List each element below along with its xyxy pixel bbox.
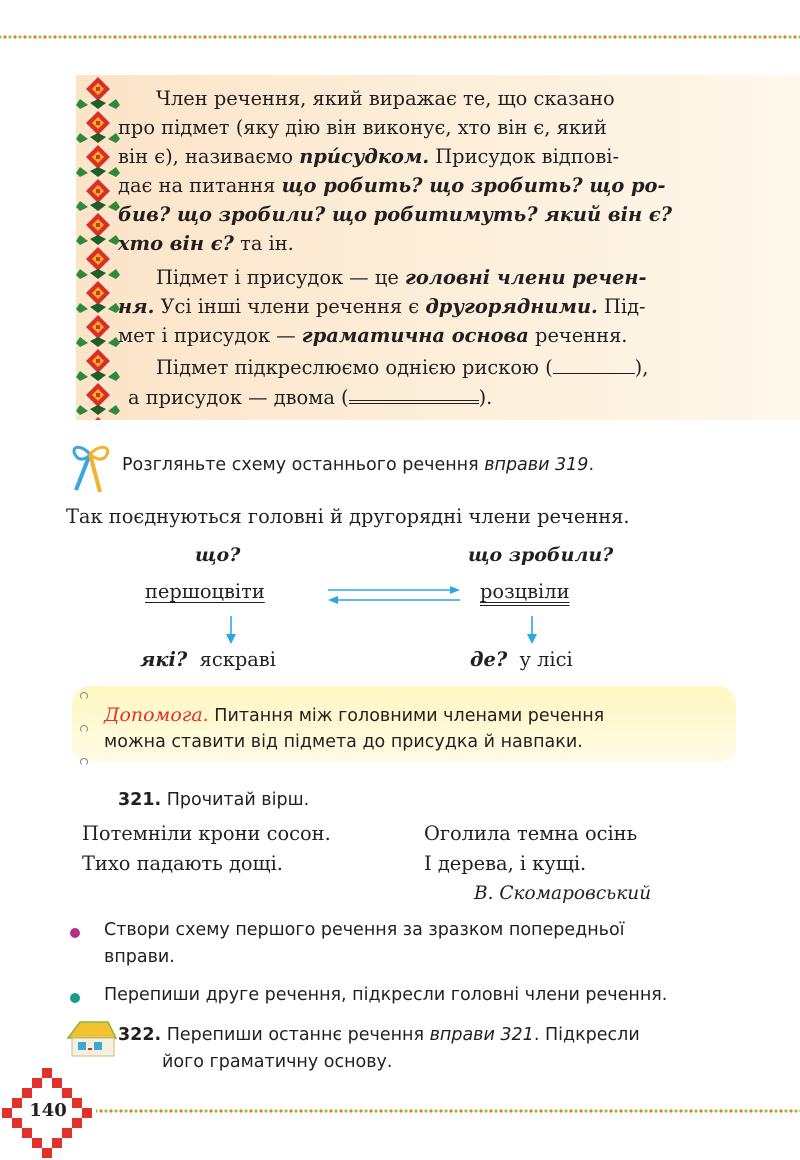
rule-line-7: Підмет і присудок — це головні члени речен- (156, 266, 647, 289)
single-underline-sample (553, 355, 635, 374)
task-2-line: Перепиши друге речення, підкресли головні члени речення. (104, 985, 668, 1005)
rule-line-9: мет і присудок — граматична основа речення. (118, 324, 628, 347)
bullet-icon (70, 993, 80, 1003)
down-arrow-icon (525, 616, 539, 644)
rule-line-3: він є), називаємо при́судком. Присудок відпові- (118, 145, 619, 168)
top-ornament-border (0, 34, 800, 40)
poem-left-line-1: Потемніли крони сосон. (82, 822, 331, 845)
rule-line-11: а присудок — двома ( ). (128, 382, 748, 412)
ring-icon (80, 758, 88, 766)
task-1-line-2: вправи. (104, 947, 175, 967)
exercise-322-line-1: 322. Перепиши останнє речення вправи 321. Підкресли (118, 1025, 640, 1045)
rule-line-2: про підмет (яку дію він виконує, хто він є, який (118, 116, 607, 139)
instruction-text: Розгляньте схему останнього речення вправи 319. (122, 455, 595, 475)
poem-left-line-2: Тихо падають дощі. (82, 852, 283, 875)
scheme-heading: Так поєднуються головні й другорядні члени речення. (66, 505, 630, 528)
hint-line-1: Допомога. Питання між головними членами речення (104, 704, 605, 726)
double-underline-sample (349, 382, 479, 404)
hint-label: Допомога. (104, 704, 209, 726)
ribbon-icon (68, 442, 114, 494)
exercise-321-header: 321. Прочитай вірш. (118, 790, 310, 810)
ring-icon (80, 692, 88, 700)
house-icon (64, 1018, 118, 1058)
down-arrow-icon (224, 616, 238, 644)
embroidery-ornament-icon (76, 75, 120, 420)
poem-author: В. Скомаровський (474, 883, 652, 904)
attribute-line: які? яскраві (140, 648, 276, 671)
task-1-line-1: Створи схему першого речення за зразком попередньої (104, 920, 625, 940)
predicate-word: розцвіли (480, 580, 570, 603)
question-predicate: що зробили? (468, 544, 614, 566)
ring-icon (80, 725, 88, 733)
adverbial-line: де? у лісі (470, 648, 573, 671)
page-number: 140 (29, 1100, 67, 1121)
bullet-icon (70, 928, 80, 938)
rule-line-10: Підмет підкреслюємо однією рискою ( ), (156, 356, 649, 379)
bottom-ornament-border (96, 1108, 800, 1114)
question-subject: що? (195, 544, 241, 566)
bidirectional-arrows-icon (326, 584, 462, 606)
rule-line-8: ня. Усі інші члени речення є другорядними. Під- (118, 295, 646, 318)
rule-line-1: Член речення, який виражає те, що сказано (156, 87, 615, 110)
exercise-322-line-2: його граматичну основу. (162, 1052, 393, 1072)
rule-line-5: бив? що зробили? що робитимуть? який він є? (118, 203, 672, 226)
hint-line-2: можна ставити від підмета до присудка й навпаки. (104, 732, 583, 752)
poem-right-line-1: Оголила темна осінь (424, 822, 638, 845)
poem-right-line-2: І дерева, і кущі. (424, 852, 587, 875)
subject-word: першоцвіти (145, 580, 265, 603)
rule-line-4: дає на питання що робить? що зробить? що ро- (118, 174, 666, 197)
rule-line-6: хто він є? та ін. (118, 232, 294, 255)
